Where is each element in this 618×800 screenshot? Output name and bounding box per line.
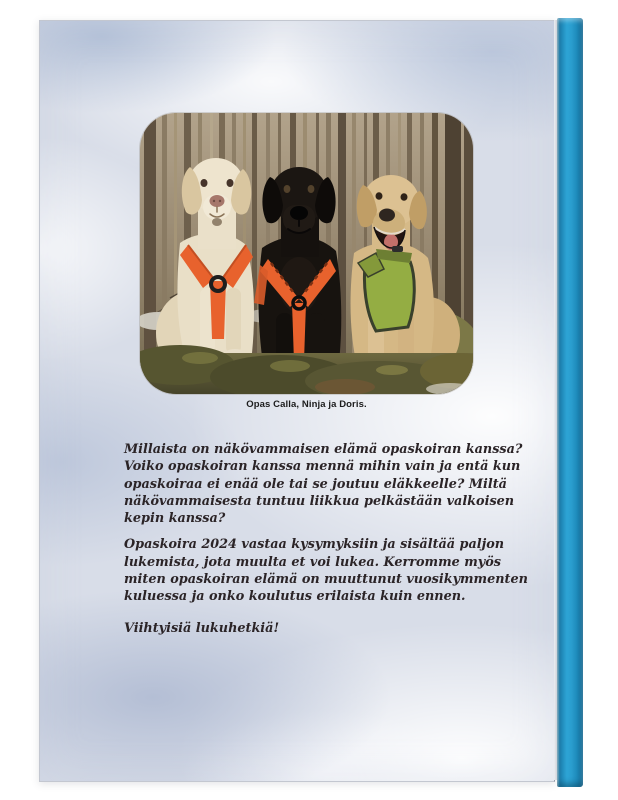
back-cover-blurb — [124, 441, 544, 646]
blurb-line: opaskoiraa ei enää ole tai se joutuu eläkkeelle? Miltä — [124, 476, 507, 492]
photo-caption: Opas Calla, Ninja ja Doris. — [246, 399, 367, 410]
blurb-closing — [124, 620, 544, 637]
blurb-paragraph — [124, 536, 544, 605]
blurb-line: Viihtyisiä lukuhetkiä! — [124, 620, 280, 636]
blurb-line: Opaskoira 2024 vastaa kysymyksiin ja sisältää paljon — [124, 537, 505, 553]
blurb-line: lukemista, jota muulta et voi lukea. Kerromme myös — [124, 554, 501, 570]
blurb-line: kuluessa ja onko koulutus erilaista kuin ennen. — [124, 589, 466, 605]
blurb-paragraph — [124, 441, 544, 527]
dogs-photo — [140, 113, 473, 394]
blurb-line: kepin kanssa? — [124, 511, 226, 527]
blurb-line: näkövammaisesta tuntuu liikkua pelkästään valkoisen — [124, 493, 515, 509]
book-back-cover — [39, 20, 555, 782]
book-spine — [557, 18, 583, 787]
blurb-line: miten opaskoiran elämä on muuttunut vuosikymmenten — [124, 572, 528, 588]
blurb-line: Voiko opaskoiran kanssa mennä mihin vain ja entä kun — [124, 459, 521, 475]
blurb-line: Millaista on näkövammaisen elämä opaskoiran kanssa? — [124, 442, 523, 457]
dogs-photo-illustration — [140, 113, 473, 394]
